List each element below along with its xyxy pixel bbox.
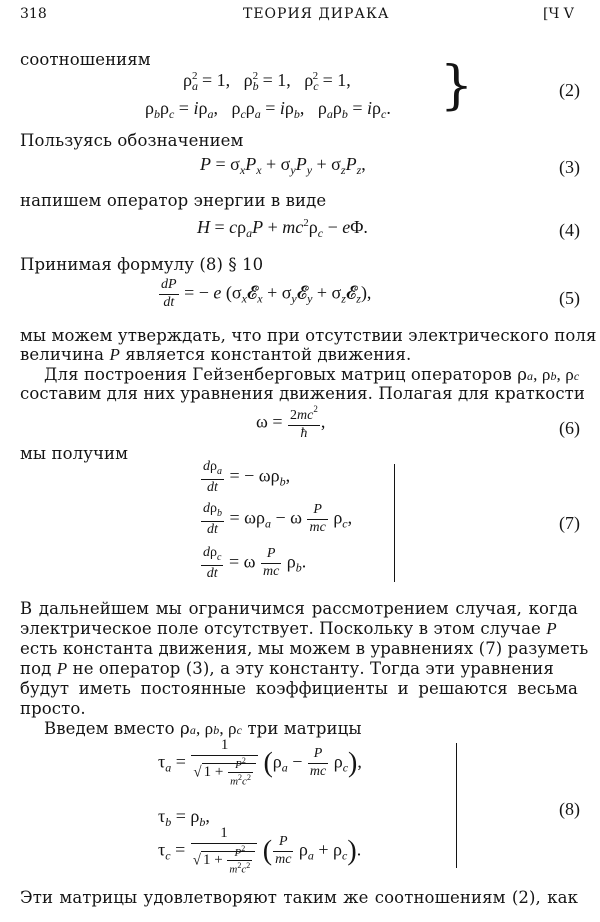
equation-3: $P = \sigma_xP_x + \sigma_yP_y + \sigma_zP_z$, [200,154,366,177]
para2-line-4a: под [20,659,52,678]
para2-line-2a: электрическое поле отсутствует. Поскольку в этом случае [20,619,541,638]
equation-8-row-2: $\tau_b = \rho_b$, [158,806,210,829]
equation-7-row-3: $\frac{d\rho_c}{dt}$ = ω $\frac{P}{mc}$ $\rho_b$. [203,545,307,581]
para2-line-4b: не оператор (3), а эту константу. Тогда эти уравнения [72,659,554,678]
last-line: Эти матрицы удовлетворяют таким же соотношениям (2), как [20,888,578,907]
para2-line-5: будут иметь постоянные коэффициенты и решаются весьма [20,679,578,698]
para3-line-b: три матрицы [247,719,362,738]
equation-6: ω = $\frac{2mc^2}{ħ}$ , [256,404,326,441]
para3-line: Введем вместо ρa, ρb, ρc три матрицы [44,719,362,738]
para2-line-1: В дальнейшем мы ограничимся рассмотрением случая, когда [20,599,578,618]
equation-number-5: (5) [559,288,580,308]
equation-8-row-3: $\tau_c$ = 1 √ 1 + $\frac{P^2}{m^2c^2}$ ( $\frac{P}{mc}$ $\rho_a + \rho_c$). [158,825,362,876]
para2-line-6: просто. [20,699,86,718]
equation-2-row-2: $\rho_b\rho_c = i\rho_a$, $\rho_c\rho_a = i\rho_b$, $\rho_a\rho_b = i\rho_c$. [145,98,391,121]
page-number: 318 [20,6,47,22]
text-line-7a: Для построения Гейзенберговых матриц операторов ρ [44,365,528,384]
equation-5: $\frac{dP}{dt}$ = − e ($\sigma_x𝓔_x$ + $\sigma_y𝓔_y$ + $\sigma_z𝓔_z$), [161,277,372,310]
para2-line-3: есть константа движения, мы можем в уравнениях (7) разуметь [20,639,589,658]
text-line-1: соотношениям [20,50,151,69]
equation-4: $H = c\rho_aP + mc^2\rho_c - e\Phi$. [197,217,368,240]
equation-number-7: (7) [559,513,580,533]
equation-number-6: (6) [559,418,580,438]
equation-number-3: (3) [559,157,580,177]
running-title: ТЕОРИЯ ДИРАКА [243,6,390,22]
text-line-6a: величина [20,345,105,364]
para3-line-a: Введем вместо ρ [44,719,190,738]
equation-8-row-1: $\tau_a$ = 1 √ 1 + $\frac{P^2}{m^2c^2}$ ($\rho_a$ − $\frac{P}{mc}$ $\rho_c$), [158,737,362,788]
chapter-label: [Ч V [543,6,574,22]
para2-line-2: электрическое поле отсутствует. Поскольку в этом случае P [20,619,557,638]
text-line-9: мы получим [20,444,129,463]
brace-7 [394,464,395,582]
brace-2: } [440,56,474,116]
text-line-8: составим для них уравнения движения. Полагая для краткости [20,384,586,403]
equation-7-row-1: $\frac{d\rho_a}{dt}$ = − $\omega\rho_b$, [203,459,291,495]
text-line-6b: является константой движения. [125,345,412,364]
equation-number-4: (4) [559,220,580,240]
equation-number-2: (2) [559,80,580,100]
text-line-5: мы можем утверждать, что при отсутствии электрического поля [20,326,597,345]
text-line-3: напишем оператор энергии в виде [20,191,327,210]
brace-8 [456,743,457,868]
para2-line-4: под P не оператор (3), а эту константу. Тогда эти уравнения [20,659,554,678]
equation-number-8: (8) [559,799,580,819]
text-line-2: Пользуясь обозначением [20,131,244,150]
text-line-6: величина P является константой движения. [20,345,412,364]
text-line-4: Принимая формулу (8) § 10 [20,255,264,274]
equation-2-row-1: $\rho_a^2 = 1$, $\rho_b^2 = 1$, $\rho_c^2 = 1$, [183,70,351,93]
equation-7-row-2: $\frac{d\rho_b}{dt}$ = $\omega\rho_a - \omega$ $\frac{P}{mc}$ $\rho_c$, [203,501,353,537]
text-line-7: Для построения Гейзенберговых матриц операторов ρa, ρb, ρc [44,365,580,384]
